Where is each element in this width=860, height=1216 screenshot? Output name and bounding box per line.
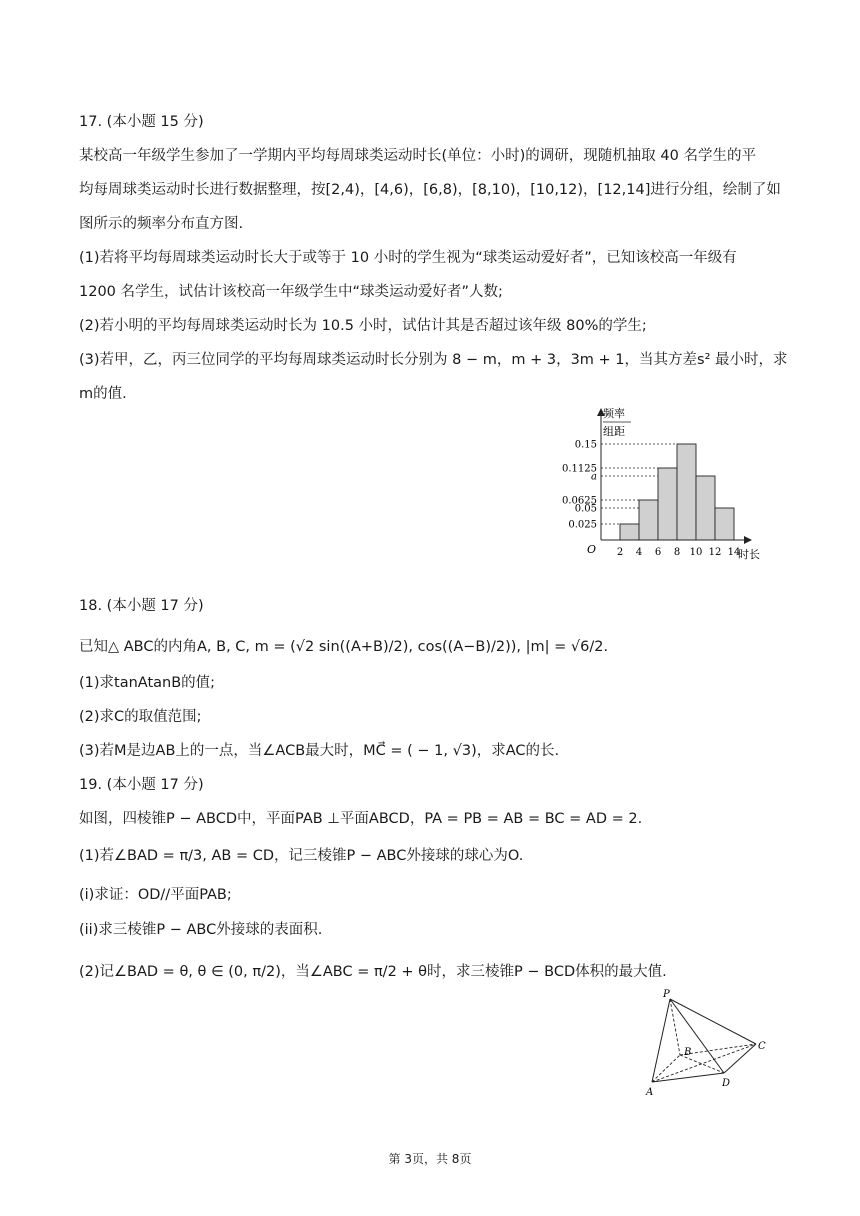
pyramid-figure xyxy=(640,985,780,1100)
vertex-p-label: P xyxy=(663,989,670,1000)
y-tick-label: 0.1125 xyxy=(562,463,597,475)
page-footer: 第 3页，共 8页 xyxy=(388,1152,472,1166)
q18-given: 已知△ ABC的内角A, B, C, m = (√2 sin((A+B)/2), cos((A−B)/2)), |m| = √6/2. xyxy=(79,639,609,655)
q17-part3-line1: (3)若甲，乙，丙三位同学的平均每周球类运动时长分别为 8 − m，m + 3，3m + 1，当其方差s² 最小时，求 xyxy=(79,352,788,368)
x-tick-label: 4 xyxy=(635,547,643,558)
q19-part1-ii: (ii)求三棱锥P − ABC外接球的表面积. xyxy=(79,922,323,938)
vertex-b-label: B xyxy=(684,1047,692,1058)
q19-part1-i: (i)求证：OD//平面PAB; xyxy=(79,887,232,903)
y-tick-label: 0.0625 xyxy=(562,495,597,507)
y-tick-label: a xyxy=(591,471,597,483)
q17-part3-line2: m的值. xyxy=(79,386,127,402)
q17-stem-line1: 某校高一年级学生参加了一学期内平均每周球类运动时长(单位：小时)的调研，现随机抽取 40 名学生的平 xyxy=(79,148,756,164)
x-tick-label: 14 xyxy=(727,547,741,558)
q19-part2: (2)记∠BAD = θ, θ ∈ (0, π/2)，当∠ABC = π/2 + θ时，求三棱锥P − BCD体积的最大值. xyxy=(79,964,667,980)
q17-stem-line3: 图所示的频率分布直方图. xyxy=(79,216,244,232)
q18-header: 18. (本小题 17 分) xyxy=(79,598,204,614)
x-tick-label: 2 xyxy=(616,547,624,558)
vertex-a-label: A xyxy=(646,1087,654,1098)
histogram-bar xyxy=(658,468,677,540)
q17-part1-line1: (1)若将平均每周球类运动时长大于或等于 10 小时的学生视为“球类运动爱好者”，已知该校高一年级有 xyxy=(79,250,737,266)
q19-given: 如图，四棱锥P − ABCD中，平面PAB ⊥平面ABCD，PA = PB = AB = BC = AD = 2. xyxy=(79,811,643,827)
q17-stem-line2: 均每周球类运动时长进行数据整理，按[2,4)，[4,6)，[6,8)，[8,10)，[10,12)，[12,14]进行分组，绘制了如 xyxy=(79,182,781,198)
histogram-bar xyxy=(715,508,734,540)
q17-part2: (2)若小明的平均每周球类运动时长为 10.5 小时，试估计其是否超过该年级 80%的学生; xyxy=(79,318,647,334)
vertex-d-label: D xyxy=(722,1078,731,1089)
histogram-bar xyxy=(677,444,696,540)
x-tick-label: 6 xyxy=(654,547,662,558)
q18-part3: (3)若M是边AB上的一点，当∠ACB最大时，MC⃗ = ( − 1, √3)，求AC的长. xyxy=(79,743,560,759)
x-tick-label: 8 xyxy=(673,547,681,558)
frequency-histogram xyxy=(555,400,780,565)
histogram-bar xyxy=(620,524,639,540)
q18-part2: (2)求C的取值范围; xyxy=(79,709,202,725)
y-tick-label: 0.025 xyxy=(568,519,597,531)
x-tick-label: 12 xyxy=(708,547,722,558)
q17-part1-line2: 1200 名学生，试估计该校高一年级学生中“球类运动爱好者”人数; xyxy=(79,284,503,300)
x-label: 时长 xyxy=(738,548,760,561)
origin-label: O xyxy=(587,543,597,556)
q19-part1: (1)若∠BAD = π/3, AB = CD，记三棱锥P − ABC外接球的球心为O. xyxy=(79,848,524,864)
y-tick-label: 0.05 xyxy=(574,503,597,515)
y-label-bottom: 组距 xyxy=(603,425,625,438)
vertex-c-label: C xyxy=(758,1041,766,1052)
y-label-top: 频率 xyxy=(603,407,625,420)
histogram-bar xyxy=(639,500,658,540)
y-tick-label: 0.15 xyxy=(574,439,597,451)
q17-header: 17. (本小题 15 分) xyxy=(79,114,204,130)
q18-part1: (1)求tanAtanB的值; xyxy=(79,675,216,691)
histogram-bar xyxy=(696,476,715,540)
q19-header: 19. (本小题 17 分) xyxy=(79,777,204,793)
x-tick-label: 10 xyxy=(689,547,703,558)
